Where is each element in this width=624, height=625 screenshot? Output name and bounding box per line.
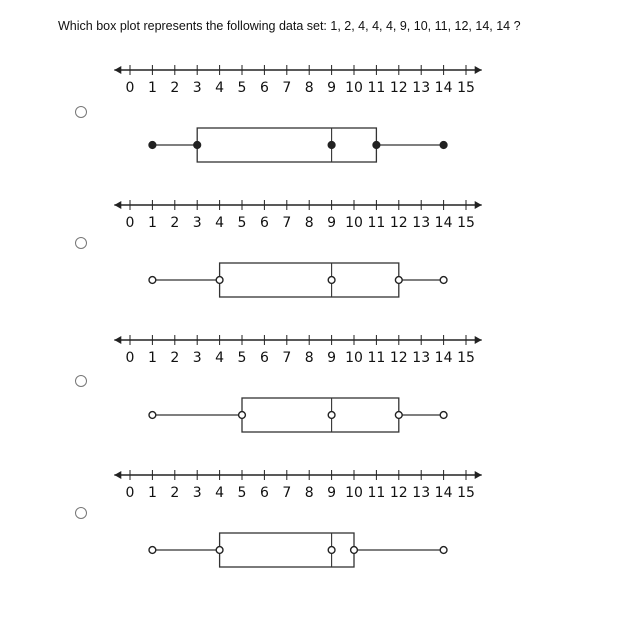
tick-label: 1 [147, 215, 157, 231]
max-point [440, 412, 447, 419]
tick-label: 14 [434, 485, 453, 501]
axis-arrow-right [475, 471, 482, 479]
tick-label: 0 [125, 485, 135, 501]
tick-label: 4 [215, 215, 225, 231]
max-point [440, 547, 447, 554]
tick-label: 15 [457, 80, 475, 96]
tick-label: 13 [412, 215, 431, 231]
tick-label: 9 [327, 80, 337, 96]
tick-label: 10 [345, 485, 363, 501]
tick-label: 2 [170, 215, 180, 231]
tick-label: 15 [457, 215, 475, 231]
tick-label: 1 [147, 485, 157, 501]
tick-label: 3 [192, 485, 202, 501]
tick-label: 15 [457, 485, 475, 501]
q3-point [351, 547, 358, 554]
tick-label: 10 [345, 350, 363, 366]
tick-label: 12 [389, 80, 408, 96]
tick-label: 14 [434, 80, 453, 96]
tick-label: 7 [282, 350, 292, 366]
tick-label: 5 [237, 350, 247, 366]
axis-arrow-right [475, 336, 482, 344]
tick-label: 2 [170, 80, 180, 96]
option-4-boxplot [0, 465, 624, 625]
iqr-box [242, 398, 399, 432]
tick-label: 15 [457, 350, 475, 366]
median-point [328, 277, 335, 284]
axis-arrow-left [114, 66, 121, 74]
median-point [328, 547, 335, 554]
tick-label: 10 [345, 215, 363, 231]
tick-label: 12 [389, 350, 408, 366]
tick-label: 11 [367, 485, 386, 501]
tick-label: 3 [192, 350, 202, 366]
max-point [440, 277, 447, 284]
tick-label: 9 [327, 215, 337, 231]
tick-label: 8 [304, 80, 314, 96]
number-line [114, 200, 481, 231]
tick-label: 8 [304, 215, 314, 231]
tick-label: 13 [412, 80, 431, 96]
number-line [114, 470, 481, 501]
q3-point [373, 142, 380, 149]
axis-arrow-left [114, 201, 121, 209]
tick-label: 0 [125, 215, 135, 231]
q3-point [395, 412, 402, 419]
tick-label: 0 [125, 350, 135, 366]
tick-label: 6 [259, 80, 269, 96]
tick-label: 14 [434, 215, 453, 231]
q1-point [239, 412, 246, 419]
question-text: Which box plot represents the following data set: 1, 2, 4, 4, 4, 9, 10, 11, 12, 14, 14 ? [58, 19, 521, 33]
tick-label: 11 [367, 350, 386, 366]
axis-arrow-right [475, 201, 482, 209]
axis-arrow-right [475, 66, 482, 74]
tick-label: 5 [237, 80, 247, 96]
q1-point [216, 277, 223, 284]
iqr-box [220, 263, 399, 297]
tick-label: 8 [304, 350, 314, 366]
tick-label: 1 [147, 80, 157, 96]
tick-label: 5 [237, 485, 247, 501]
q1-point [194, 142, 201, 149]
tick-label: 9 [327, 485, 337, 501]
tick-label: 11 [367, 215, 386, 231]
median-point [328, 142, 335, 149]
tick-label: 12 [389, 215, 408, 231]
tick-label: 2 [170, 350, 180, 366]
axis-arrow-left [114, 471, 121, 479]
tick-label: 9 [327, 350, 337, 366]
tick-label: 6 [259, 215, 269, 231]
tick-label: 7 [282, 80, 292, 96]
number-line [114, 335, 481, 366]
tick-label: 4 [215, 350, 225, 366]
tick-label: 5 [237, 215, 247, 231]
tick-label: 8 [304, 485, 314, 501]
tick-label: 10 [345, 80, 363, 96]
q3-point [395, 277, 402, 284]
tick-label: 12 [389, 485, 408, 501]
max-point [440, 142, 447, 149]
tick-label: 4 [215, 80, 225, 96]
median-point [328, 412, 335, 419]
tick-label: 0 [125, 80, 135, 96]
tick-label: 3 [192, 215, 202, 231]
tick-label: 1 [147, 350, 157, 366]
iqr-box [197, 128, 376, 162]
tick-label: 4 [215, 485, 225, 501]
tick-label: 6 [259, 350, 269, 366]
tick-label: 7 [282, 215, 292, 231]
tick-label: 11 [367, 80, 386, 96]
tick-label: 13 [412, 350, 431, 366]
min-point [149, 547, 156, 554]
min-point [149, 142, 156, 149]
tick-label: 2 [170, 485, 180, 501]
axis-arrow-left [114, 336, 121, 344]
q1-point [216, 547, 223, 554]
tick-label: 6 [259, 485, 269, 501]
min-point [149, 412, 156, 419]
number-line [114, 65, 481, 96]
tick-label: 14 [434, 350, 453, 366]
min-point [149, 277, 156, 284]
tick-label: 13 [412, 485, 431, 501]
tick-label: 7 [282, 485, 292, 501]
tick-label: 3 [192, 80, 202, 96]
